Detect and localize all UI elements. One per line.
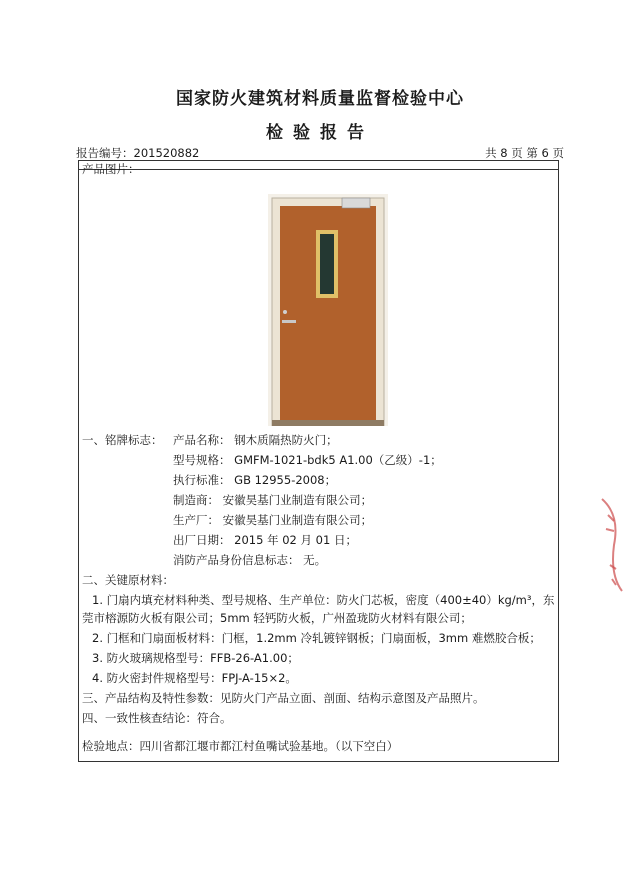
door-lock [283,310,287,314]
material-item-4: 4. 防火密封件规格型号：FPJ-A-15×2。 [92,671,297,685]
page-info: 共 8 页 第 6 页 [485,146,564,160]
material-item-1-cont: 莞市榕源防火板有限公司；5mm 轻钙防火板，广州盈珑防火材料有限公司； [82,611,472,625]
factory: 生产厂： 安徽昊基门业制造有限公司； [173,513,373,527]
material-item-1: 1. 门扇内填充材料种类、型号规格、生产单位：防火门芯板，密度（400±40）kg/m³，东 [92,593,555,607]
material-item-3: 3. 防火玻璃规格型号：FFB-26-A1.00； [92,651,299,665]
window-glass [320,234,334,294]
table-divider [79,169,558,170]
door-closer [342,198,370,208]
document-title: 检验报告 [266,123,374,143]
product-photo [268,194,388,426]
org-title: 国家防火建筑材料质量监督检验中心 [176,89,464,109]
photo-label: 产品图片： [82,162,140,176]
report-number: 报告编号：201520882 [76,146,200,160]
manufacture-date: 出厂日期： 2015 年 02 月 01 日； [173,533,357,547]
floor-strip [272,420,384,426]
standard: 执行标准： GB 12955-2008； [173,473,337,487]
manufacturer: 制造商： 安徽昊基门业制造有限公司； [173,493,373,507]
structure-section: 三、产品结构及特性参数：见防火门产品立面、剖面、结构示意图及产品照片。 [82,691,485,705]
seal-fragment [600,495,630,595]
test-location: 检验地点：四川省都江堰市都江村鱼嘴试验基地。（以下空白） [82,739,399,753]
id-mark: 消防产品身份信息标志： 无。 [173,553,327,567]
consistency-section: 四、一致性核查结论：符合。 [82,711,232,725]
nameplate-heading: 一、铭牌标志： [82,433,163,447]
material-item-2: 2. 门框和门扇面板材料：门框，1.2mm 冷轧镀锌钢板；门扇面板，3mm 难燃胶合板； [92,631,541,645]
product-name: 产品名称： 钢木质隔热防火门； [173,433,338,447]
seal-arc [602,499,622,591]
materials-heading: 二、关键原材料： [82,573,174,587]
door-handle [282,320,296,323]
model-spec: 型号规格： GMFM-1021-bdk5 A1.00（乙级）-1； [173,453,442,467]
